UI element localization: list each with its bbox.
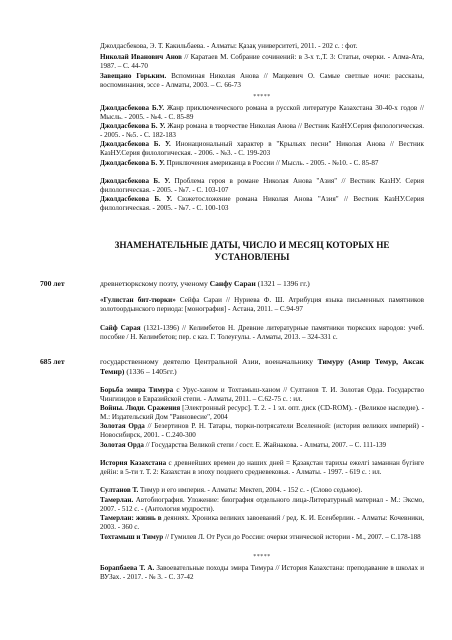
bib-entry-anov-karataev bbox=[100, 53, 424, 70]
entry-text: // Гумилев Л. От Руси до России: очерки этнической истории - М., 2007. – С.178-188 bbox=[163, 533, 421, 541]
entry-text: Сюжетосложение романа Николая Анова "Азия" // Вестник КазНУ.Серия филологическая. - 2005. - №7. - С. 100-103 bbox=[100, 195, 424, 212]
bib-entry bbox=[100, 386, 424, 403]
event-years: (1336 – 1405гг.) bbox=[124, 366, 177, 376]
entry-text: Автобиография. Уложение: биография отдельного лица-Литературный материал - М.: Эксмо, 2007. - 512 с. - (Антология мудрости). bbox=[100, 496, 424, 513]
bib-entry bbox=[100, 564, 424, 581]
entry-text: [Электронный ресурс]. Т. 2. - 1 эл. опт. диск (CD-ROM). - (Великое наследие). - М.: Издательский Дом "Равновесие", 2004 bbox=[100, 404, 425, 421]
entry-author: Джолдасбекова Б. У. bbox=[100, 195, 173, 203]
event-text: древнетюркскому поэту, ученому bbox=[100, 279, 210, 288]
bib-entry bbox=[100, 404, 424, 421]
anniversary-date: 700 лет bbox=[40, 279, 65, 288]
bib-entry bbox=[100, 514, 424, 531]
entry-text: Инонациональный характер в "Крыльях песни" Николая Анова // Вестник КазНУ.Серия филологическая. - 2006. - №3. - С. 199-203 bbox=[100, 140, 425, 157]
event-person: Тимуру (Амир Темур, Аксак Темир) bbox=[100, 357, 424, 376]
bib-entry bbox=[100, 496, 424, 513]
entry-text: // Безертинов Р. Н. Татары, тюрки-потрясатели Вселенной: (история великих империй) - Новосибирск, 2001. - С.240-300 bbox=[100, 422, 424, 439]
bib-entry bbox=[100, 533, 424, 542]
entry-author: Джолдасбекова Б. У. bbox=[100, 177, 171, 185]
event-text: государственному деятелю Центральной Азии, военачальнику bbox=[100, 357, 318, 366]
entry-text: Жанр романа в творчестве Николая Анова // Вестник КазНУ.Серия филологическая. - 2005. - №5. - С. 182-183 bbox=[100, 122, 424, 139]
bib-entry bbox=[100, 140, 424, 157]
bib-entry bbox=[100, 177, 424, 194]
entry-text: с древнейших времен до наших дней = Қазақстан тарихы ежелгі заманнан бүгінге дейін: в 5-ти т. Т. 2: Казахстан в эпоху позднего средневековья. - Алматы. - 1997. - 619 с. : ил. bbox=[100, 459, 424, 476]
entry-text: Джолдасбекова, Э. Т. Какильбаева. - Алматы: Қазақ университеті, 2011. - 202 с. : фот. bbox=[100, 42, 358, 50]
bib-entry-zaveshchano bbox=[100, 72, 424, 89]
anniversary-description bbox=[100, 357, 424, 376]
entry-author: Джолдасбекова Б. У. bbox=[100, 159, 165, 167]
bib-entry bbox=[100, 159, 424, 168]
entry-text: Вспоминая Николая Анова // Мацкевич О. Самые светлые ночи: рассказы, воспоминания, эссе - Алматы, 2003. – С. 66-73 bbox=[100, 72, 424, 89]
entry-text: (1321-1396) // Келимбетов Н. Древние литературные памятники тюркских народов: учеб. пособие / Н. Келимбетов; пер. с каз. Г. Толеуғулы. - Алматы, 2013. – 324-331 с. bbox=[100, 324, 424, 341]
entry-author: Борапбаева Т. А. bbox=[100, 564, 155, 572]
entry-author: «Гулистан бит-тюрки» bbox=[100, 296, 176, 304]
entry-author: Сайф Сарая bbox=[100, 324, 141, 332]
entry-author: Джолдасбекова Б.У. bbox=[100, 104, 165, 112]
entry-author: Тамерлан: жизнь в bbox=[100, 514, 162, 522]
separator-stars: ***** bbox=[253, 554, 271, 560]
entry-text: Сейфа Сараи // Нуриева Ф. Ш. Атрибуция языка письменных памятников золотоордынского периода: [монография] - Астана, 2011. – С.94-97 bbox=[100, 296, 424, 313]
entry-author: Золотая Орда bbox=[100, 441, 144, 449]
bib-entry bbox=[100, 459, 424, 476]
entry-text: Тимур и его империя. - Алматы: Мектеп, 2004. - 152 с. - (Слово седьмое). bbox=[138, 486, 363, 494]
bib-entry bbox=[100, 104, 424, 121]
event-person: Санфу Сараи bbox=[209, 279, 256, 288]
anniversary-date: 685 лет bbox=[40, 357, 65, 366]
separator-stars: ***** bbox=[253, 94, 271, 100]
bib-entry-akilbaeva bbox=[100, 42, 424, 51]
bib-entry bbox=[100, 296, 424, 313]
event-years: (1321 – 1396 гг.) bbox=[255, 279, 310, 288]
entry-author: Джолдасбекова Б. У. bbox=[100, 140, 171, 148]
entry-author: Войны. Люди. Сражения bbox=[100, 404, 181, 412]
bib-entry bbox=[100, 122, 424, 139]
entry-author: Борьба эмира Тимура bbox=[100, 386, 174, 394]
bib-entry bbox=[100, 441, 424, 450]
bib-entry bbox=[100, 324, 424, 341]
entry-text: // Каратаев М. Собрание сочинений: в 3-х т.,Т. 3: Статьи, очерки. - Алма-Ата, 1987. – С. 44-70 bbox=[100, 53, 424, 70]
entry-author: Завещано Горьким. bbox=[100, 72, 167, 80]
entry-author: Тамерлан. bbox=[100, 496, 134, 504]
entry-author: Тохтамыш и Тимур bbox=[100, 533, 164, 541]
entry-author: Султанов Т. bbox=[100, 486, 139, 494]
entry-author: Джолдасбекова Б. У. bbox=[100, 122, 166, 130]
bib-entry bbox=[100, 486, 424, 495]
entry-text: Жанр приключенческого романа в русской литературе Казахстана 30-40-х годов // Мысль. - 2005. - №4. - С. 85-89 bbox=[100, 104, 424, 121]
entry-text: деяниях. Хроника великих завоеваний / ред. К. И. Есенберлин. - Алматы: Кочевники, 2003. - 360 с. bbox=[100, 514, 425, 531]
entry-text: Проблема героя в романе Николая Анова "Азия" // Вестник КазНУ. Серия филологическая. - 2005. - №7. - С. 103-107 bbox=[100, 177, 424, 194]
entry-text: Приключения американца в России // Мысль. - 2005. - №10. - С. 85-87 bbox=[164, 159, 379, 167]
bib-entry bbox=[100, 422, 424, 439]
entry-author: История Казахстана bbox=[100, 459, 167, 467]
section-heading: ЗНАМЕНАТЕЛЬНЫЕ ДАТЫ, ЧИСЛО И МЕСЯЦ КОТОРЫХ НЕ УСТАНОВЛЕНЫ bbox=[114, 240, 390, 262]
entry-author: Золотая Орда bbox=[100, 422, 145, 430]
entry-text: // Государства Великой степи / сост. Е. Жайнакова. - Алматы, 2007. – С. 111-139 bbox=[143, 441, 387, 449]
entry-text: с Урус-ханом и Тохтамыш-ханом // Султанов Т. И. Золотая Орда. Государство Чингизидов в Евразийской степи. - Алматы, 2011. – С.62-75 с. : ил. bbox=[100, 386, 424, 403]
entry-author: Николай Иванович Анов bbox=[100, 53, 183, 61]
entry-text: Завоевательные походы эмира Тимура // История Казахстана: преподавание в школах и ВУЗах. - 2017. - № 3. - С. 37-42 bbox=[100, 564, 424, 581]
anniversary-description bbox=[100, 279, 424, 289]
bib-entry bbox=[100, 195, 424, 212]
